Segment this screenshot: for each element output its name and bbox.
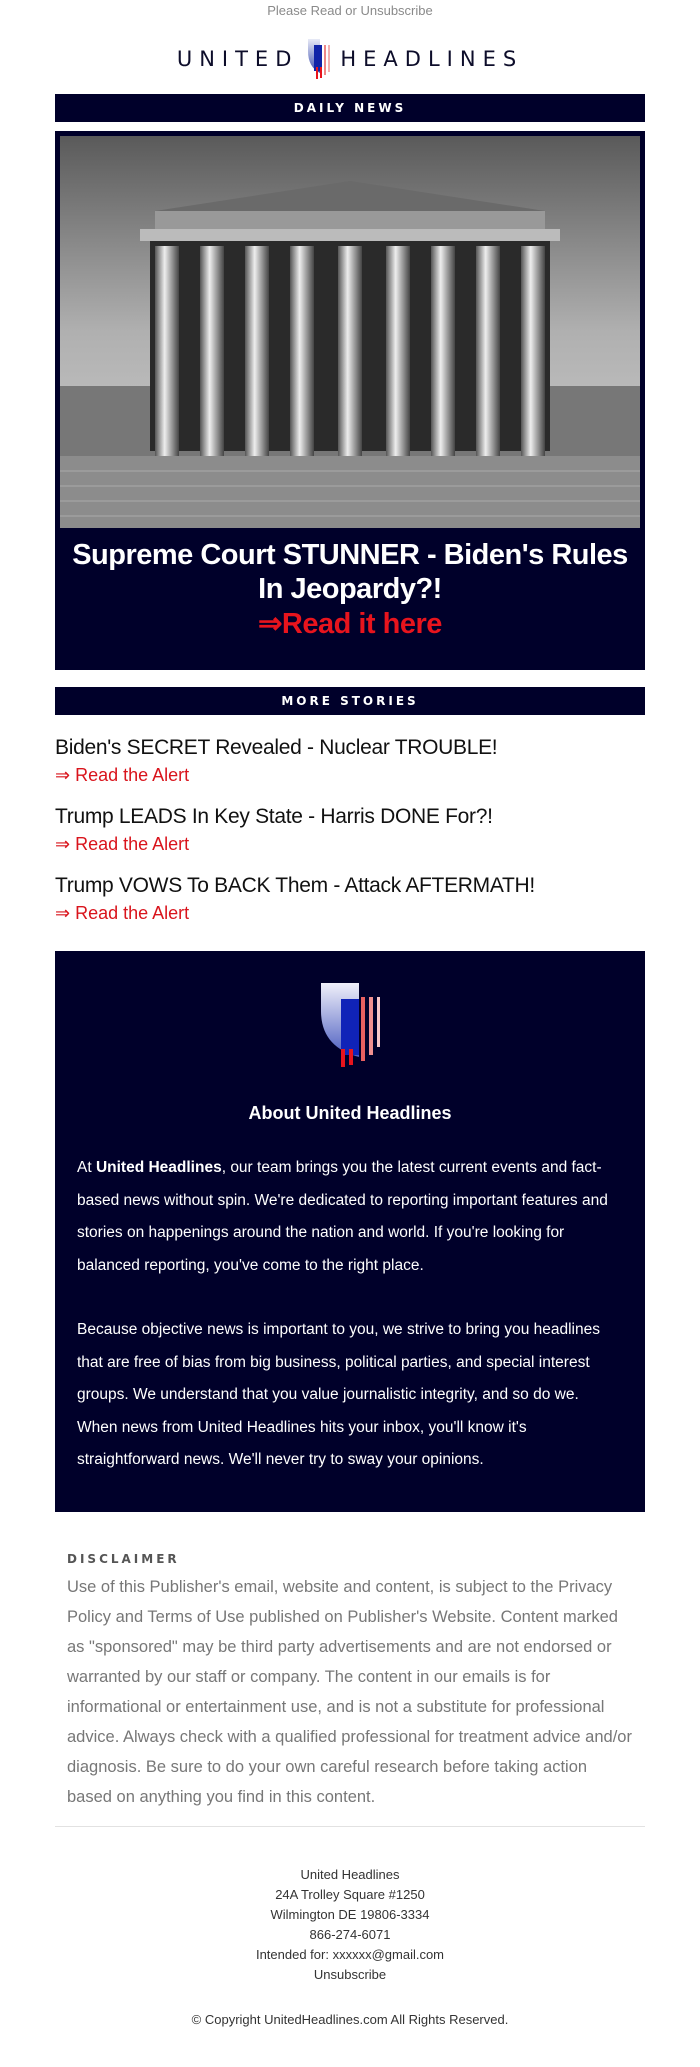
footer-phone: 866-274-6071 xyxy=(309,1927,391,1942)
read-alert-link[interactable]: ⇒ Read the Alert xyxy=(55,903,190,923)
copyright: © Copyright UnitedHeadlines.com All Rights Reserved. xyxy=(191,2012,509,2027)
daily-news-banner: DAILY NEWS xyxy=(55,94,645,122)
story-item xyxy=(55,871,645,925)
story-item xyxy=(55,733,645,787)
hero-story[interactable] xyxy=(55,131,645,670)
read-alert-link[interactable]: ⇒ Read the Alert xyxy=(55,765,190,785)
read-it-here-link[interactable]: ⇒Read it here xyxy=(258,608,442,640)
brand-logo[interactable] xyxy=(0,24,700,94)
about-paragraph-2: Because objective news is important to you, we strive to bring you headlines that are free of bias from big business, political parties, and special interest groups. We understand that you value journalistic integrity, and so do we. When news from United Headlines hits your inbox, you'll know it's straightforward news. We'll never try to sway your opinions. xyxy=(77,1321,600,1468)
footer-address-1: 24A Trolley Square #1250 xyxy=(275,1887,425,1902)
disclaimer-text: Use of this Publisher's email, website and content, is subject to the Privacy Policy and Terms of Use published on Publisher's Website. Content marked as "sponsored" may be third party advertisements and are not endorsed or warranted by our staff or company. The content in our emails is for informational or entertainment use, and is not a substitute for professional advice. Always check with a qualified professional for treatment advice and/or diagnosis. Be sure to do your own careful research before taking action based on anything you find in this content. xyxy=(67,1578,632,1806)
shield-flag-icon xyxy=(306,37,332,81)
story-list xyxy=(55,733,645,925)
logo-word-left: UNITED xyxy=(176,47,299,71)
about-brand-name: United Headlines xyxy=(95,1159,222,1176)
hero-headline[interactable]: Supreme Court STUNNER - Biden's Rules In Jeopardy?! xyxy=(72,539,628,605)
disclaimer-section xyxy=(55,1512,645,1826)
story-title[interactable]: Biden's SECRET Revealed - Nuclear TROUBLE! xyxy=(55,736,498,759)
story-item xyxy=(55,802,645,856)
preheader-link[interactable]: Please Read or Unsubscribe xyxy=(267,3,433,18)
about-p1-prefix: At xyxy=(77,1159,96,1176)
logo-word-right: HEADLINES xyxy=(340,47,524,71)
story-title[interactable]: Trump LEADS In Key State - Harris DONE For?! xyxy=(55,805,493,828)
story-title[interactable]: Trump VOWS To BACK Them - Attack AFTERMATH! xyxy=(55,874,535,897)
about-section xyxy=(55,951,645,1512)
footer-intended-for: Intended for: xxxxxx@gmail.com xyxy=(255,1947,445,1962)
supreme-court-image[interactable] xyxy=(60,136,640,528)
footer-address-2: Wilmington DE 19806-3334 xyxy=(270,1907,430,1922)
unsubscribe-link[interactable]: Unsubscribe xyxy=(313,1967,387,1982)
about-title: About United Headlines xyxy=(248,1103,452,1123)
footer-company: United Headlines xyxy=(300,1867,400,1882)
about-paragraph-1 xyxy=(77,1152,623,1282)
more-stories-banner: MORE STORIES xyxy=(55,687,645,715)
read-alert-link[interactable]: ⇒ Read the Alert xyxy=(55,834,190,854)
shield-flag-icon xyxy=(319,981,381,1069)
disclaimer-title: DISCLAIMER xyxy=(67,1552,180,1566)
column-group xyxy=(155,246,545,456)
footer xyxy=(55,1827,645,1985)
about-p1-text: , our team brings you the latest current events and fact-based news without spin. We're dedicated to reporting important features and stories on happenings around the nation and world. If you're looking for balanced reporting, you've come to the right place. xyxy=(77,1159,608,1274)
